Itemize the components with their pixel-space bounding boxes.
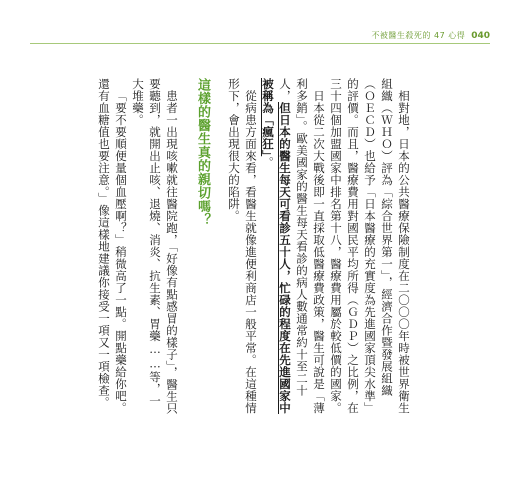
paragraph-3: 從病患方面來看，看醫生就像進便利商店一般平常。在這種情形下，會出現很大的陷阱。: [227, 78, 258, 414]
section-heading: 這樣的醫生真的親切嗎？: [195, 78, 210, 227]
paragraph-2-emphasis: 但日本的醫生每天可看診五十人，忙碌的程度在先進國家中被稱為「瘋狂」: [261, 78, 292, 414]
vertical-text-body: [97, 78, 412, 418]
paragraph-1: 相對地，日本的公共醫療保險制度在二〇〇〇年時被世界衛生組織（ＷＨＯ）評為「綜合世界第一」，經濟合作暨發展組織（ＯＥＣＤ）也給予「日本醫療的充實度為先進國家頂尖水準」的評價。而且，醫療費用對國民平均所得（ＧＤＰ）之比例，在三十四個加盟國家中排名第十八，醫療費用屬於較低價的國家。: [329, 78, 411, 414]
running-header: [371, 30, 490, 41]
page-number: 040: [471, 30, 490, 41]
paragraph-5: 「要不要順便量個血壓啊？」稍微高了一點。開點藥給你吧。還有血糖值也要注意。」像這樣地建議你接受一項又一項檢查。: [97, 78, 128, 414]
paragraph-2-text: 日本從二次大戰後即一直採取低醫療費政策，醫生可說是「薄利多銷」。歐美國家的醫生每天看診的病人數通常約十至二十人，: [278, 78, 326, 414]
paragraph-2: [259, 78, 327, 418]
header-rule: [30, 43, 490, 44]
book-title: 不被醫生殺死的 47 心得: [371, 31, 466, 40]
paragraph-2-end: 。: [261, 156, 275, 169]
paragraph-4: 患者一出現咳嗽就往醫院跑，「好像有點感冒的樣子」，醫生只要聽到，就開出止咳、退燒、消炎、抗生素、胃藥……等，一大堆藥。: [131, 78, 179, 414]
